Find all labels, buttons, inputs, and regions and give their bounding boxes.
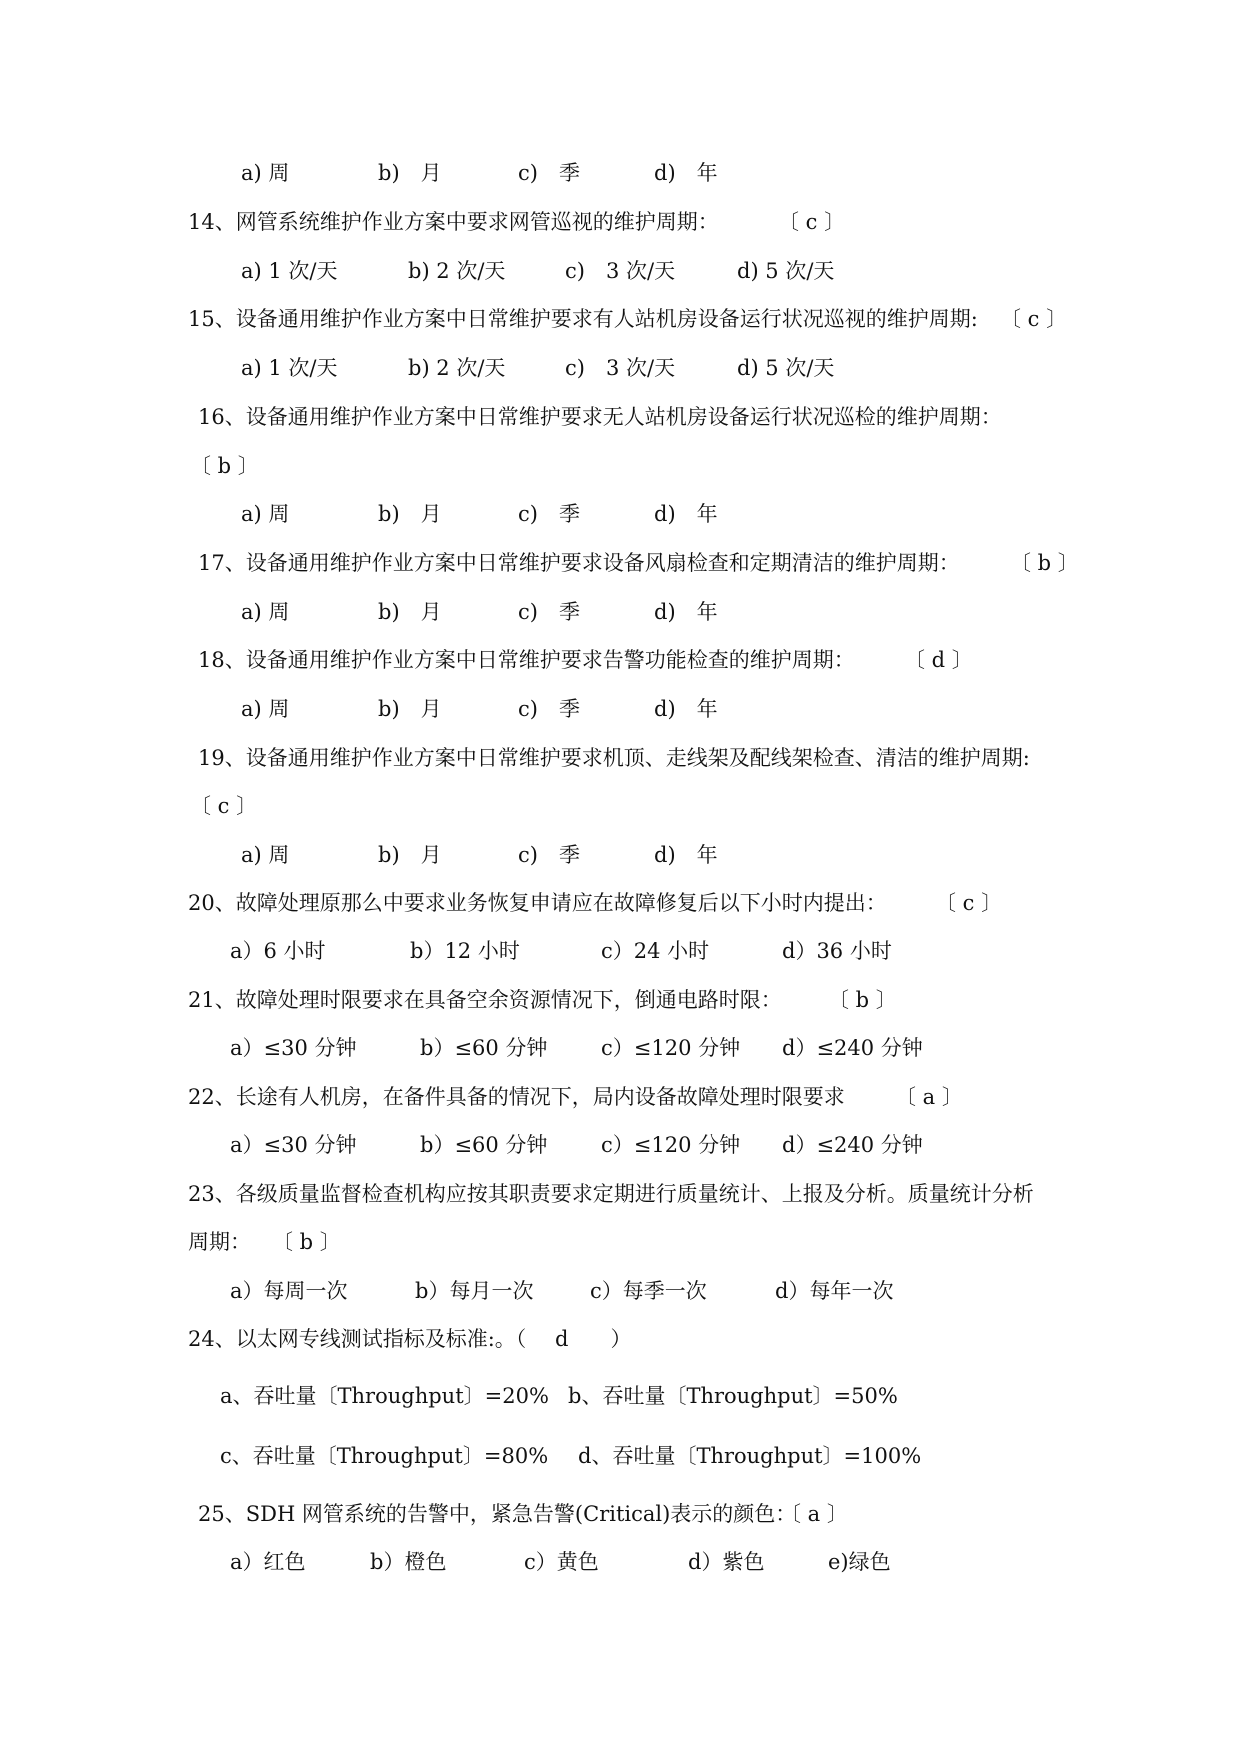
option: c) 季 xyxy=(518,697,580,721)
option: d）36 小时 xyxy=(782,939,892,963)
question-line xyxy=(0,1498,1241,1530)
question-text: 22、长途有人机房，在备件具备的情况下，局内设备故障处理时限要求 xyxy=(188,1085,845,1109)
answer-bracket: d ） xyxy=(555,1327,632,1351)
answer-bracket: 〔 a 〕 xyxy=(780,1502,848,1526)
option: b）12 小时 xyxy=(410,939,520,963)
answer-bracket: 〔 c 〕 xyxy=(1000,307,1068,331)
question-line xyxy=(0,644,1241,676)
question-line xyxy=(0,887,1241,919)
option: b) 月 xyxy=(378,502,442,526)
question-text: 21、故障处理时限要求在具备空余资源情况下，倒通电路时限： xyxy=(188,988,782,1012)
option: b) 月 xyxy=(378,600,442,624)
option: a) 周 xyxy=(241,697,290,721)
option: e)绿色 xyxy=(828,1550,891,1574)
answer-bracket: 〔 b 〕 xyxy=(1010,551,1079,575)
question-line xyxy=(0,450,1241,482)
question-text: 15、设备通用维护作业方案中日常维护要求有人站机房设备运行状况巡视的维护周期: xyxy=(188,307,978,331)
question-line xyxy=(0,547,1241,579)
question-text: 25、SDH 网管系统的告警中，紧急告警(Critical)表示的颜色： xyxy=(198,1502,797,1526)
option: b）橙色 xyxy=(370,1550,447,1574)
option: b) 2 次/天 xyxy=(408,259,506,283)
option: d）每年一次 xyxy=(775,1279,894,1303)
options-line xyxy=(0,352,1241,384)
options-line xyxy=(0,693,1241,725)
options-line xyxy=(0,1546,1241,1578)
options-line xyxy=(0,839,1241,871)
option: a) 1 次/天 xyxy=(241,356,338,380)
option: c) 季 xyxy=(518,600,580,624)
answer-bracket: 〔 b 〕 xyxy=(190,454,259,478)
option: a）≤30 分钟 xyxy=(230,1133,357,1157)
option: c) 3 次/天 xyxy=(565,356,676,380)
option: c）≤120 分钟 xyxy=(601,1036,741,1060)
question-text: 23、各级质量监督检查机构应按其职责要求定期进行质量统计、上报及分析。质量统计分析 xyxy=(188,1182,1034,1206)
option: b）≤60 分钟 xyxy=(420,1133,548,1157)
question-line xyxy=(0,1226,1241,1258)
answer-bracket: 〔 b 〕 xyxy=(272,1230,341,1254)
option: d、吞吐量〔Throughput〕=100% xyxy=(578,1444,922,1468)
option: d) 5 次/天 xyxy=(737,356,835,380)
option: d) 年 xyxy=(654,502,718,526)
question-text: 24、以太网专线测试指标及标准:。（ xyxy=(188,1327,527,1351)
question-text: 20、故障处理原那么中要求业务恢复申请应在故障修复后以下小时内提出： xyxy=(188,891,887,915)
question-line xyxy=(0,790,1241,822)
option: c) 3 次/天 xyxy=(565,259,676,283)
option: b）每月一次 xyxy=(415,1279,534,1303)
question-line xyxy=(0,206,1241,238)
question-line xyxy=(0,401,1241,433)
answer-bracket: 〔 c 〕 xyxy=(190,794,258,818)
option: d) 年 xyxy=(654,600,718,624)
question-text: 16、设备通用维护作业方案中日常维护要求无人站机房设备运行状况巡检的维护周期： xyxy=(198,405,1002,429)
option: d) 年 xyxy=(654,161,718,185)
option: b）≤60 分钟 xyxy=(420,1036,548,1060)
question-line xyxy=(0,984,1241,1016)
option: a) 周 xyxy=(241,161,290,185)
options-line xyxy=(0,1129,1241,1161)
option: c）≤120 分钟 xyxy=(601,1133,741,1157)
option: c) 季 xyxy=(518,502,580,526)
option: c）24 小时 xyxy=(601,939,710,963)
options-line xyxy=(0,1380,1241,1412)
option: d）≤240 分钟 xyxy=(782,1036,923,1060)
option: c）黄色 xyxy=(524,1550,599,1574)
option: d) 5 次/天 xyxy=(737,259,835,283)
options-line xyxy=(0,255,1241,287)
question-line xyxy=(0,303,1241,335)
question-text: 周期： xyxy=(188,1230,251,1254)
question-text: 17、设备通用维护作业方案中日常维护要求设备风扇检查和定期清洁的维护周期： xyxy=(198,551,960,575)
option: a) 周 xyxy=(241,600,290,624)
question-text: 19、设备通用维护作业方案中日常维护要求机顶、走线架及配线架检查、清洁的维护周期: xyxy=(198,746,1030,770)
options-line xyxy=(0,1032,1241,1064)
option: d) 年 xyxy=(654,697,718,721)
question-text: 18、设备通用维护作业方案中日常维护要求告警功能检查的维护周期： xyxy=(198,648,855,672)
option: c) 季 xyxy=(518,843,580,867)
option: a) 周 xyxy=(241,502,290,526)
option: b、吞吐量〔Throughput〕=50% xyxy=(568,1384,898,1408)
option: b) 月 xyxy=(378,697,442,721)
option: a、吞吐量〔Throughput〕=20% xyxy=(220,1384,549,1408)
option: d）紫色 xyxy=(688,1550,765,1574)
question-line xyxy=(0,742,1241,774)
option: a）6 小时 xyxy=(230,939,326,963)
question-text: 14、网管系统维护作业方案中要求网管巡视的维护周期： xyxy=(188,210,719,234)
option: c、吞吐量〔Throughput〕=80% xyxy=(220,1444,549,1468)
question-line xyxy=(0,1178,1241,1210)
answer-bracket: 〔 c 〕 xyxy=(778,210,846,234)
option: c) 季 xyxy=(518,161,580,185)
option: d) 年 xyxy=(654,843,718,867)
option: c）每季一次 xyxy=(590,1279,707,1303)
options-line xyxy=(0,1440,1241,1472)
option: a）每周一次 xyxy=(230,1279,348,1303)
option: a）红色 xyxy=(230,1550,306,1574)
answer-bracket: 〔 c 〕 xyxy=(935,891,1003,915)
answer-bracket: 〔 b 〕 xyxy=(828,988,897,1012)
answer-bracket: 〔 d 〕 xyxy=(904,648,973,672)
option: a）≤30 分钟 xyxy=(230,1036,357,1060)
question-line xyxy=(0,1323,1241,1355)
question-line xyxy=(0,1081,1241,1113)
options-line xyxy=(0,498,1241,530)
option: b) 月 xyxy=(378,161,442,185)
answer-bracket: 〔 a 〕 xyxy=(895,1085,963,1109)
option: a) 周 xyxy=(241,843,290,867)
option: a) 1 次/天 xyxy=(241,259,338,283)
options-line xyxy=(0,935,1241,967)
options-line xyxy=(0,1275,1241,1307)
option: b) 2 次/天 xyxy=(408,356,506,380)
options-line xyxy=(0,596,1241,628)
option: b) 月 xyxy=(378,843,442,867)
options-line xyxy=(0,157,1241,189)
option: d）≤240 分钟 xyxy=(782,1133,923,1157)
